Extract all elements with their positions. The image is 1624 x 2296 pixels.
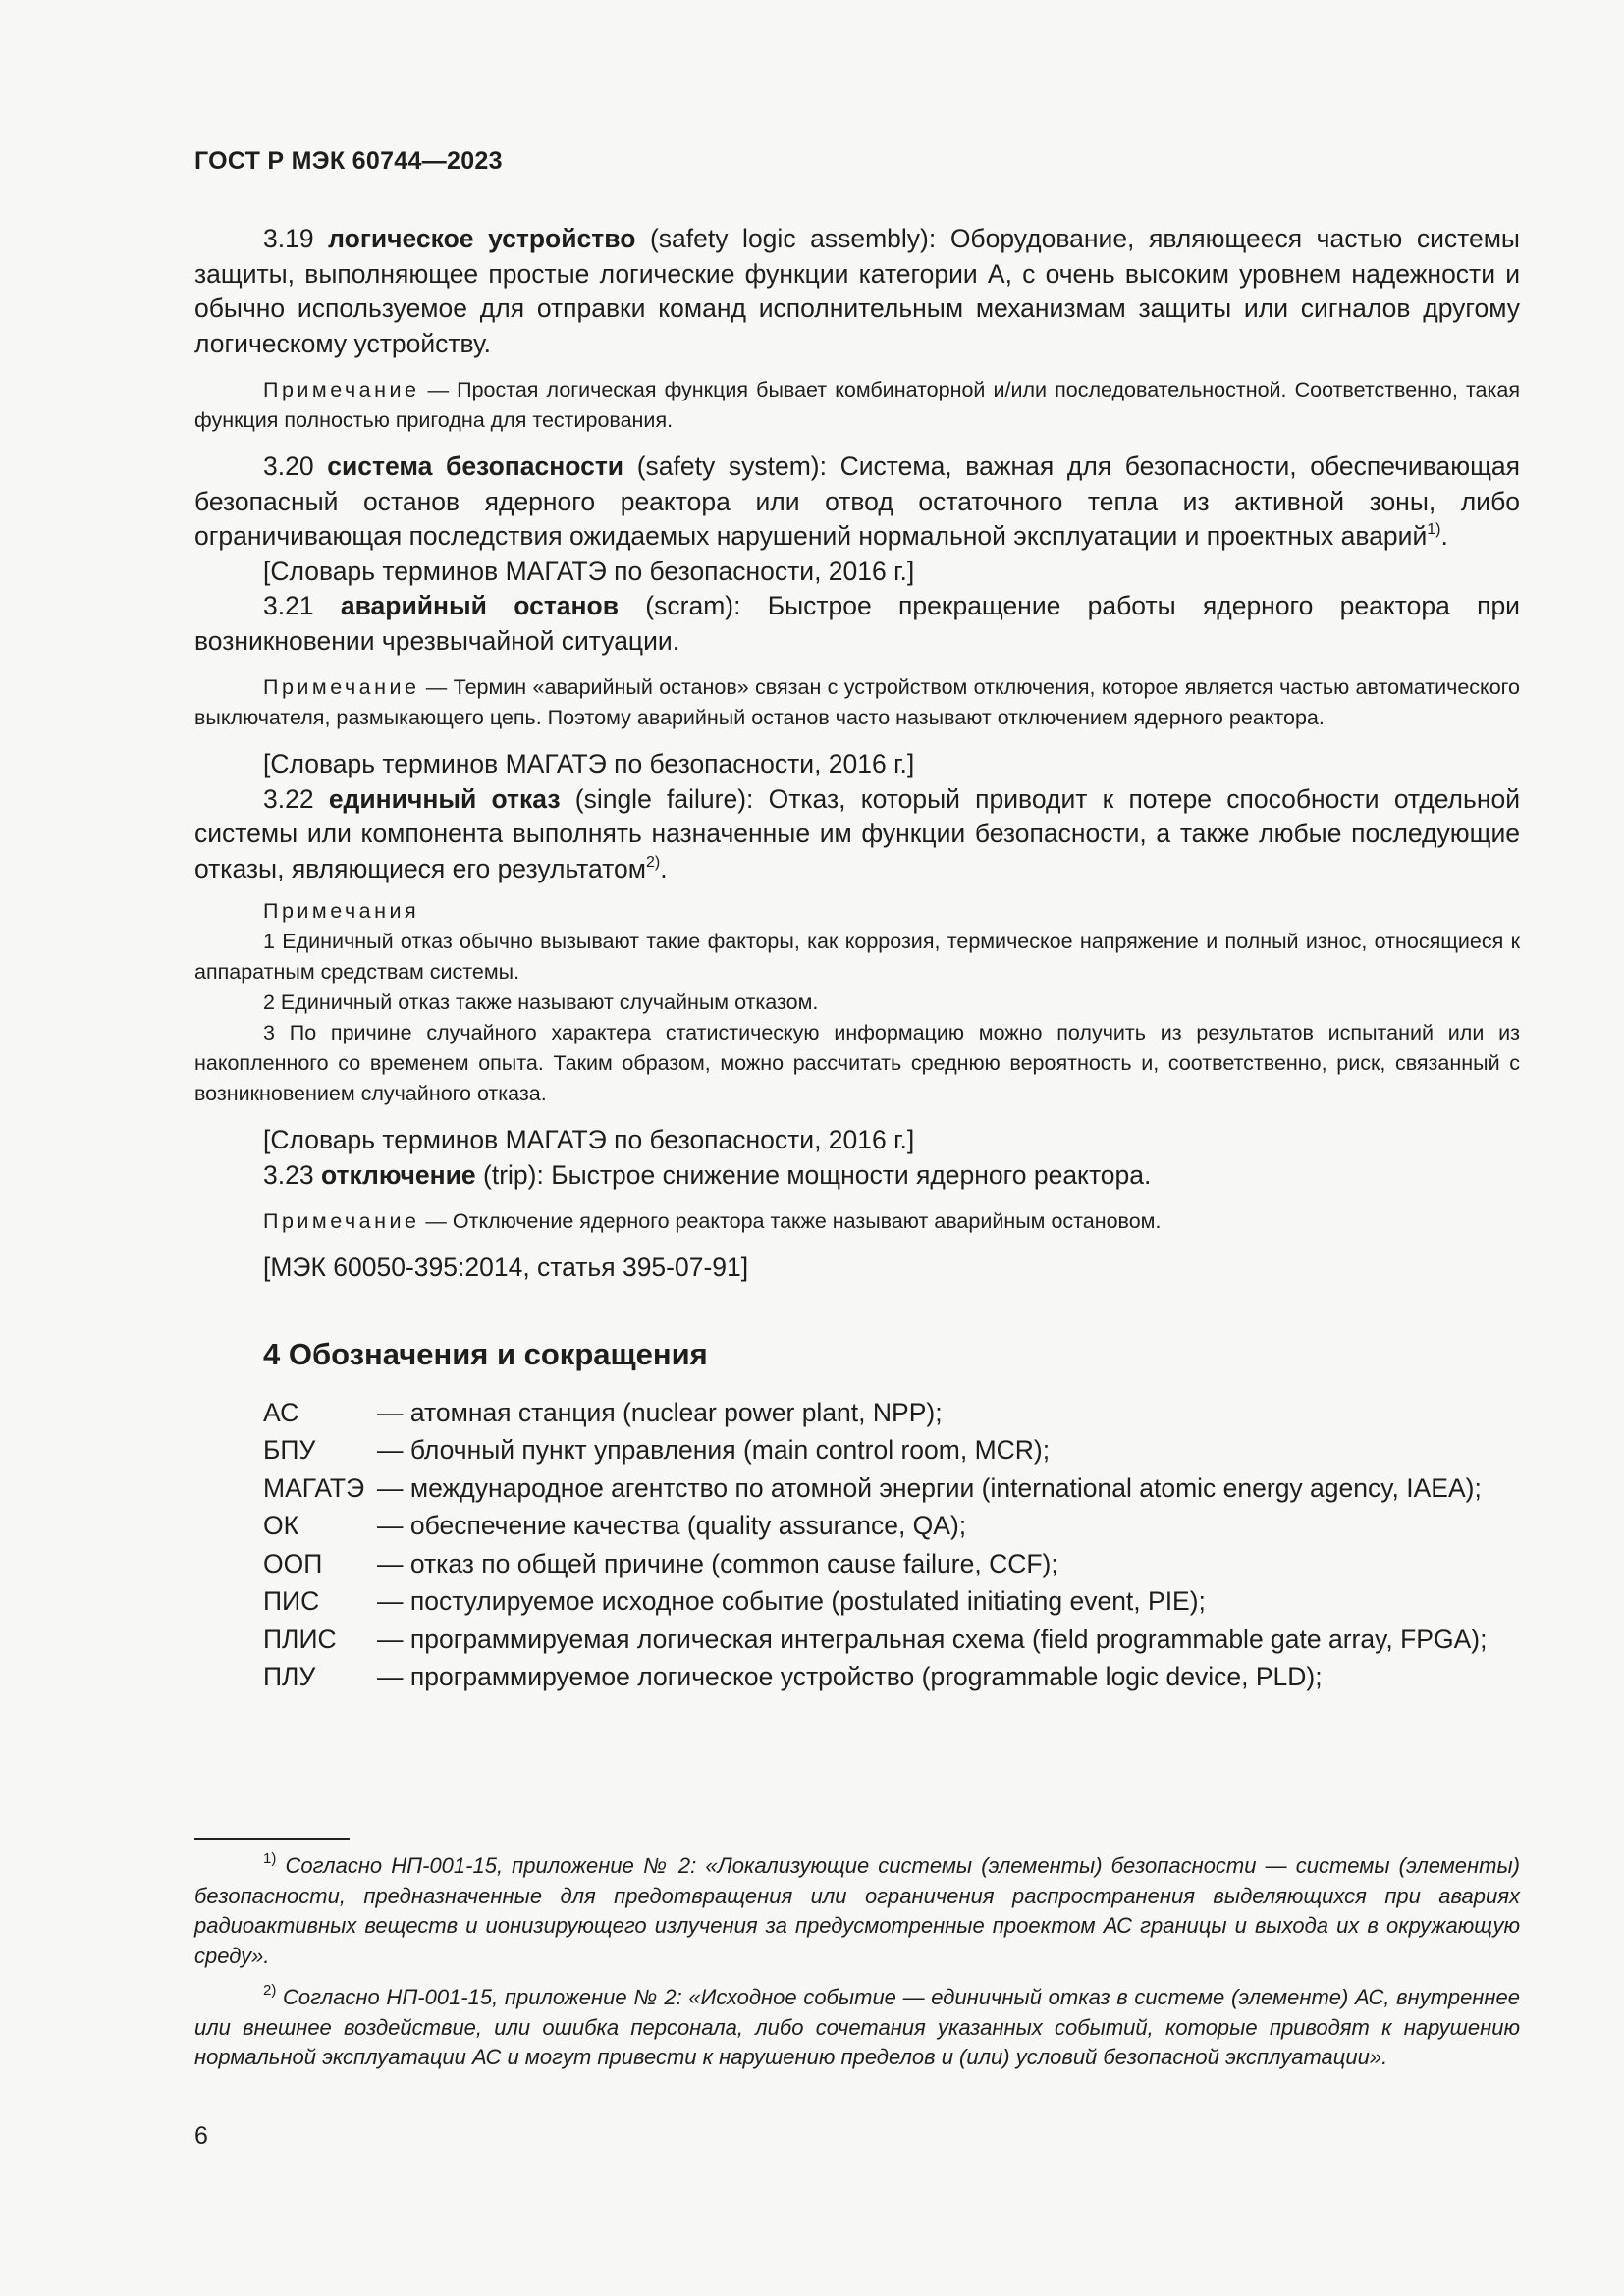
term-definition: (safety logic assembly): Оборудование, являющееся частью системы защиты, выполняющее простые логические функции категории А, с очень высоким уровнем надежности и обычно используемое для отправки команд исполнительным механизмам защиты или сигналов другому логическому устройству.: [194, 224, 1520, 358]
note-3-19: [194, 375, 1520, 436]
footnote-divider: [194, 1838, 350, 1840]
abbreviation-definition: — программируемое логическое устройство (programmable logic device, PLD);: [377, 1662, 1323, 1691]
term-3-20: [194, 450, 1520, 555]
note-item: 3 По причине случайного характера статистическую информацию можно получить из результатов испытаний или из накопленного со временем опыта. Таким образом, можно рассчитать среднюю вероятность и, соответственно, риск, связанный с возникновением случайного отказа.: [194, 1021, 1520, 1105]
term-name: отключение: [320, 1159, 476, 1190]
term-name: логическое устройство: [328, 224, 636, 253]
term-number: 3.20: [263, 452, 314, 481]
abbreviation-definition: — обеспечение качества (quality assurance, QA);: [377, 1511, 967, 1540]
abbreviation-row: [194, 1584, 1520, 1620]
term-number: 3.19: [263, 224, 314, 253]
term-definition: (scram): Быстрое прекращение работы ядерного реактора при возникновении чрезвычайной ситуации.: [194, 591, 1520, 656]
note-label: Примечание: [263, 1209, 420, 1233]
abbreviation-key: ПИС: [263, 1586, 320, 1616]
abbreviation-row: [194, 1547, 1520, 1582]
note-item: 1 Единичный отказ обычно вызывают такие факторы, как коррозия, термическое напряжение и полный износ, относящиеся к аппаратным средствам системы.: [194, 930, 1520, 984]
footnote-ref-2[interactable]: 2): [645, 853, 661, 871]
footnote-ref-1[interactable]: 1): [1427, 521, 1441, 538]
note-text: — Простая логическая функция бывает комбинаторной и/или последовательностной. Соответственно, такая функция полностью пригодна для тестирования.: [194, 378, 1520, 432]
note-3-23: [194, 1206, 1520, 1237]
abbreviation-key: ОК: [263, 1511, 299, 1540]
source-3-23: [МЭК 60050-395:2014, статья 395-07-91]: [263, 1253, 749, 1282]
source-3-20: [Словарь терминов МАГАТЭ по безопасности, 2016 г.]: [263, 556, 915, 586]
document-header: ГОСТ Р МЭК 60744—2023: [194, 147, 503, 175]
footnotes: [194, 1851, 1520, 2085]
section-title: 4 Обозначения и сокращения: [263, 1336, 708, 1371]
term-number: 3.23: [263, 1159, 314, 1190]
note-label: Примечание: [263, 378, 420, 401]
term-name: единичный отказ: [328, 783, 561, 814]
term-definition: (single failure): Отказ, который приводит к потере способности отдельной системы или компонента выполнять назначенные им функции безопасности, а также любые последующие отказы, являющиеся его результатом: [194, 783, 1520, 883]
abbreviation-row: [194, 1509, 1520, 1544]
footnote-mark: 1): [263, 1850, 277, 1867]
note-item: 2 Единичный отказ также называют случайным отказом.: [263, 990, 819, 1014]
footnote-text: Согласно НП-001-15, приложение № 2: «Исходное событие — единичный отказ в системе (элементе) АС, внутреннее или внешнее воздействие, или ошибка персонала, либо сочетания указанных событий, которые приводят к нарушению нормальной эксплуатации АС и могут привести к нарушению пределов и (или) условий безопасной эксплуатации».: [194, 1985, 1520, 2069]
footnote-1: [194, 1851, 1520, 1971]
abbreviation-key: ПЛУ: [263, 1662, 316, 1691]
abbreviation-key: ООП: [263, 1548, 323, 1578]
abbreviation-definition: — программируемая логическая интегральная схема (field programmable gate array, FPGA);: [377, 1624, 1488, 1654]
term-end: .: [660, 853, 668, 883]
footnote-mark: 2): [263, 1982, 277, 1999]
footnote-text: Согласно НП-001-15, приложение № 2: «Локализующие системы (элементы) безопасности — системы (элементы) безопасности, предназначенные для предотвращения или ограничения распространения выделяющихся при авариях радиоактивных веществ и ионизирующего излучения за предусмотренные проектом АС границы и выхода их в окружающую среду».: [194, 1853, 1520, 1968]
abbreviation-definition: — постулируемое исходное событие (postulated initiating event, PIE);: [377, 1586, 1206, 1616]
abbreviation-row: [194, 1471, 1520, 1507]
abbreviation-row: [194, 1623, 1520, 1658]
term-name: аварийный останов: [340, 591, 620, 620]
abbreviations-list: [194, 1396, 1520, 1695]
note-text: — Отключение ядерного реактора также называют аварийным остановом.: [419, 1209, 1162, 1233]
abbreviation-definition: — отказ по общей причине (common cause failure, CCF);: [377, 1548, 1058, 1578]
abbreviation-key: ПЛИС: [263, 1624, 337, 1654]
source-3-22: [Словарь терминов МАГАТЭ по безопасности, 2016 г.]: [263, 1125, 915, 1154]
abbreviation-definition: — блочный пункт управления (main control room, MCR);: [377, 1435, 1051, 1465]
term-end: .: [1440, 521, 1448, 551]
term-definition: (trip): Быстрое снижение мощности ядерного реактора.: [475, 1159, 1152, 1190]
page-number: 6: [194, 2122, 208, 2150]
source-3-21: [Словарь терминов МАГАТЭ по безопасности, 2016 г.]: [263, 749, 915, 778]
note-label: Примечание: [263, 675, 420, 699]
note-3-21: [194, 672, 1520, 733]
main-content: [194, 222, 1520, 1698]
note-text: — Термин «аварийный останов» связан с устройством отключения, которое является частью автоматического выключателя, размыкающего цепь. Поэтому аварийный останов часто называют отключением ядерного реактора.: [194, 675, 1520, 729]
term-number: 3.21: [263, 591, 314, 620]
abbreviation-row: [194, 1433, 1520, 1468]
abbreviation-row: [194, 1660, 1520, 1695]
abbreviation-key: БПУ: [263, 1435, 316, 1465]
abbreviation-key: МАГАТЭ: [263, 1472, 365, 1503]
abbreviation-definition: — международное агентство по атомной энергии (international atomic energy agency, IAEA);: [377, 1472, 1482, 1503]
term-3-21: [194, 589, 1520, 659]
footnote-2: [194, 1983, 1520, 2073]
term-3-19: [194, 222, 1520, 361]
term-3-22: [194, 782, 1520, 887]
term-name: система безопасности: [327, 452, 624, 481]
term-number: 3.22: [263, 783, 314, 814]
notes-label: Примечания: [263, 899, 420, 923]
term-definition: (safety system): Система, важная для безопасности, обеспечивающая безопасный останов ядерного реактора или отвод остаточного тепла из активной зоны, либо ограничивающая последствия ожидаемых нарушений нормальной эксплуатации и проектных аварий: [194, 452, 1520, 551]
term-3-23: [194, 1158, 1520, 1194]
notes-3-22: [194, 896, 1520, 1109]
abbreviation-definition: — атомная станция (nuclear power plant, NPP);: [377, 1397, 943, 1427]
abbreviation-key: АС: [263, 1397, 299, 1427]
abbreviation-row: [194, 1396, 1520, 1431]
